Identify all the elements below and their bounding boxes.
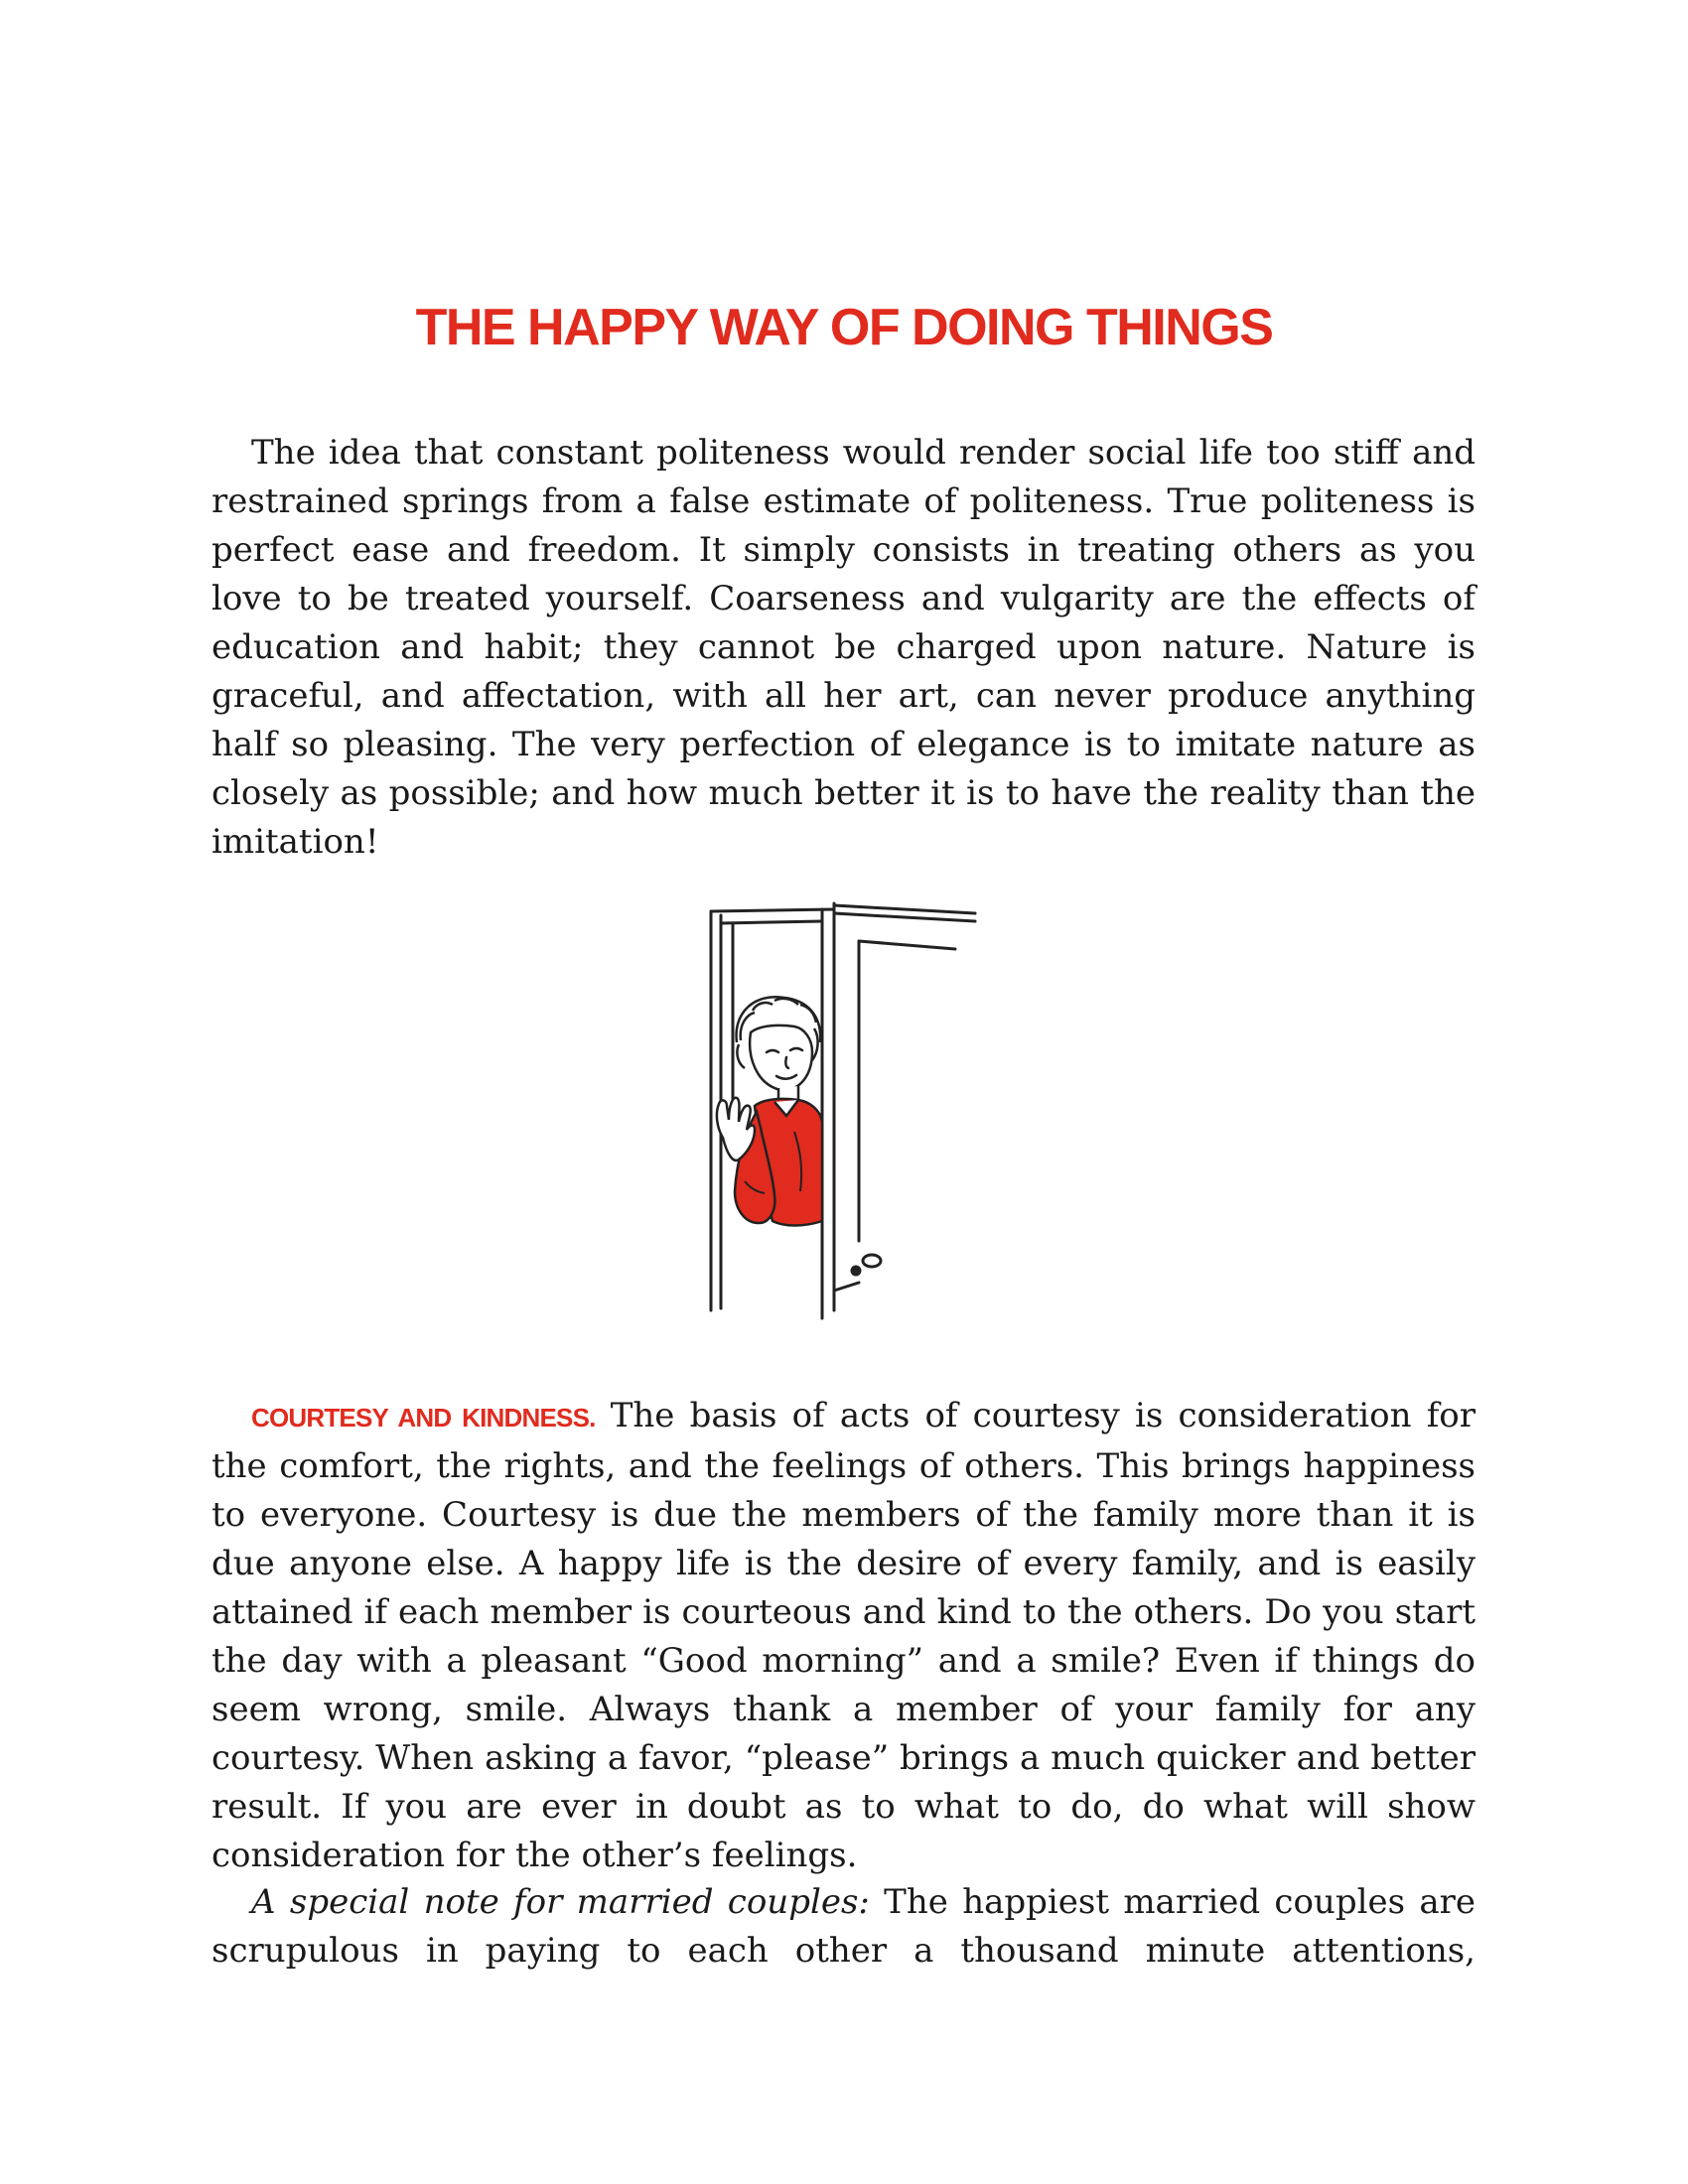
note-lead: A special note for married couples:	[251, 1882, 870, 1922]
courtesy-paragraph	[211, 1392, 1476, 1880]
woman-waving-in-doorway-illustration	[695, 893, 993, 1330]
intro-paragraph: The idea that constant politeness would render social life too stiff and restrained springs from a false estimate of politeness. True politeness is perfect ease and freedom. It simply consists in treating others as you love to be treated yourself. Coarseness and vulgarity are the effects of education and habit; they cannot be charged upon nature. Nature is graceful, and affectation, with all her art, can never produce anything half so pleasing. The very perfection of elegance is to imitate nature as closely as possible; and how much better it is to have the reality than the imitation!	[211, 433, 1476, 862]
note-body: The happiest married couples are scrupulous in paying to each other a thousand minute attentions,	[211, 1882, 1476, 1971]
section-body: The basis of acts of courtesy is consideration for the comfort, the rights, and the feelings of others. This brings happiness to everyone. Courtesy is due the members of the family more than it is due anyone else. A happy life is the desire of every family, and is easily attained if each member is courteous and kind to the others. Do you start the day with a pleasant “Good morning” and a smile? Even if things do seem wrong, smile. Always thank a member of your family for any courtesy. When asking a favor, “please” brings a much quicker and better result. If you are ever in doubt as to what to do, do what will show consideration for the other’s feelings.	[211, 1396, 1477, 1875]
section-heading: COURTESY AND KINDNESS.	[251, 1403, 596, 1433]
married-note-paragraph	[211, 1878, 1476, 1976]
page-title: THE HAPPY WAY OF DOING THINGS	[415, 299, 1273, 356]
